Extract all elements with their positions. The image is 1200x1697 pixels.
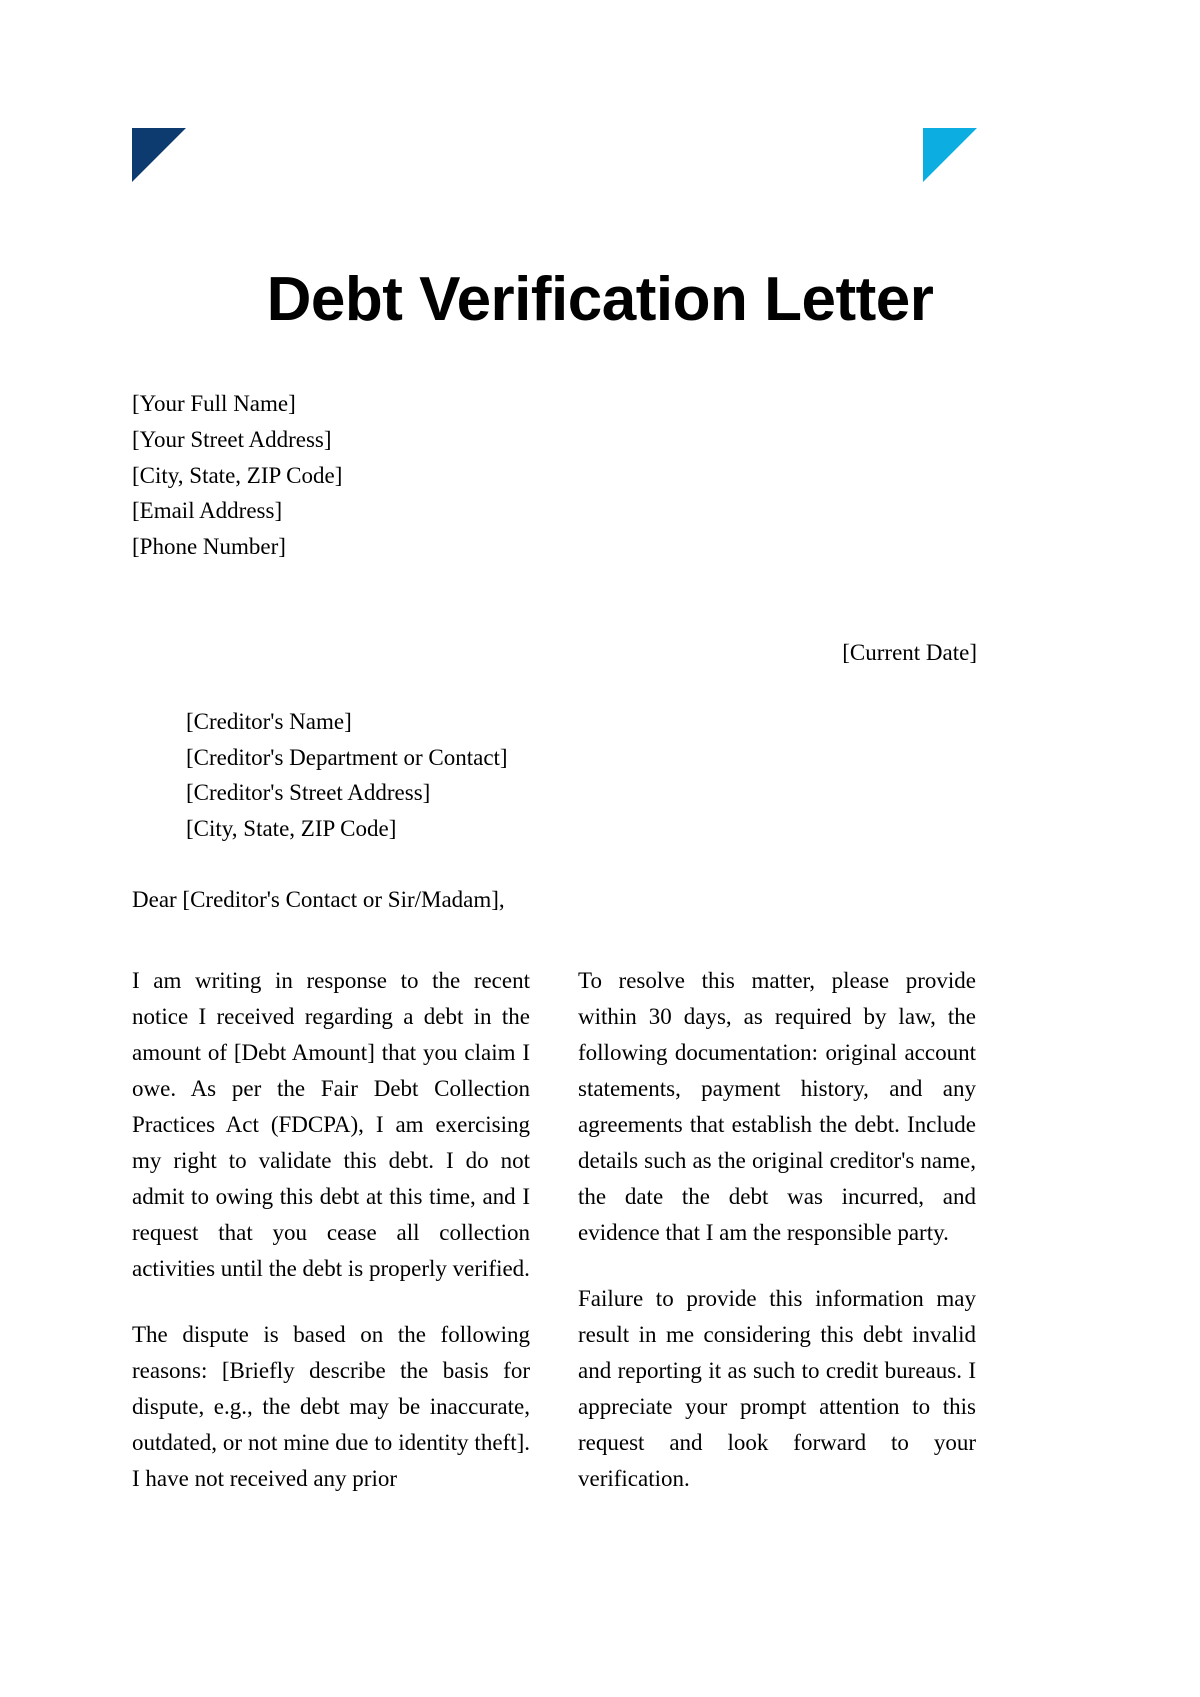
triangle-mark-left-icon (132, 128, 186, 182)
sender-address-line: [Your Street Address] (132, 426, 332, 452)
salutation: Dear [Creditor's Contact or Sir/Madam], (132, 886, 505, 912)
letter-date: [Current Date] (842, 639, 977, 665)
body-column-left (132, 963, 530, 1497)
recipient-address-line: [Creditor's Name] (186, 708, 352, 734)
recipient-address-line: [Creditor's Street Address] (186, 780, 431, 806)
body-paragraph: Failure to provide this information may result in me considering this debt invalid and reporting it as such to credit bureaus. I appreciate your prompt attention to this request and look forward to your verification. (578, 1285, 976, 1491)
sender-address-line: [City, State, ZIP Code] (132, 462, 343, 488)
recipient-address-line: [Creditor's Department or Contact] (186, 744, 508, 770)
sender-address-line: [Phone Number] (132, 534, 286, 560)
sender-address-line: [Email Address] (132, 498, 283, 524)
body-columns (132, 963, 977, 1497)
recipient-address-block (132, 704, 977, 847)
sender-address-line: [Your Full Name] (132, 391, 296, 416)
body-paragraph: The dispute is based on the following reasons: [Briefly describe the basis for dispute, e.g., the debt may be inaccurate, outdated, or not mine due to identity theft]. I have not received any prior (132, 1321, 530, 1491)
sender-address-block (132, 386, 977, 565)
page-title: Debt Verification Letter (266, 265, 934, 334)
body-paragraph: I am writing in response to the recent notice I received regarding a debt in the amount of [Debt Amount] that you claim I owe. As per the Fair Debt Collection Practices Act (FDCPA), I am exercising my right to validate this debt. I do not admit to owing this debt at this time, and I request that you cease all collection activities until the debt is properly verified. (132, 967, 530, 1281)
triangle-mark-right-icon (923, 128, 977, 182)
letter-body (132, 386, 977, 1497)
body-column-right (578, 963, 976, 1497)
recipient-address-line: [City, State, ZIP Code] (186, 816, 397, 842)
body-paragraph: To resolve this matter, please provide within 30 days, as required by law, the following documentation: original account statements, payment history, and any agreements that establish the debt. Include details such as the original creditor's name, the date the debt was incurred, and evidence that I am the responsible party. (578, 967, 976, 1245)
